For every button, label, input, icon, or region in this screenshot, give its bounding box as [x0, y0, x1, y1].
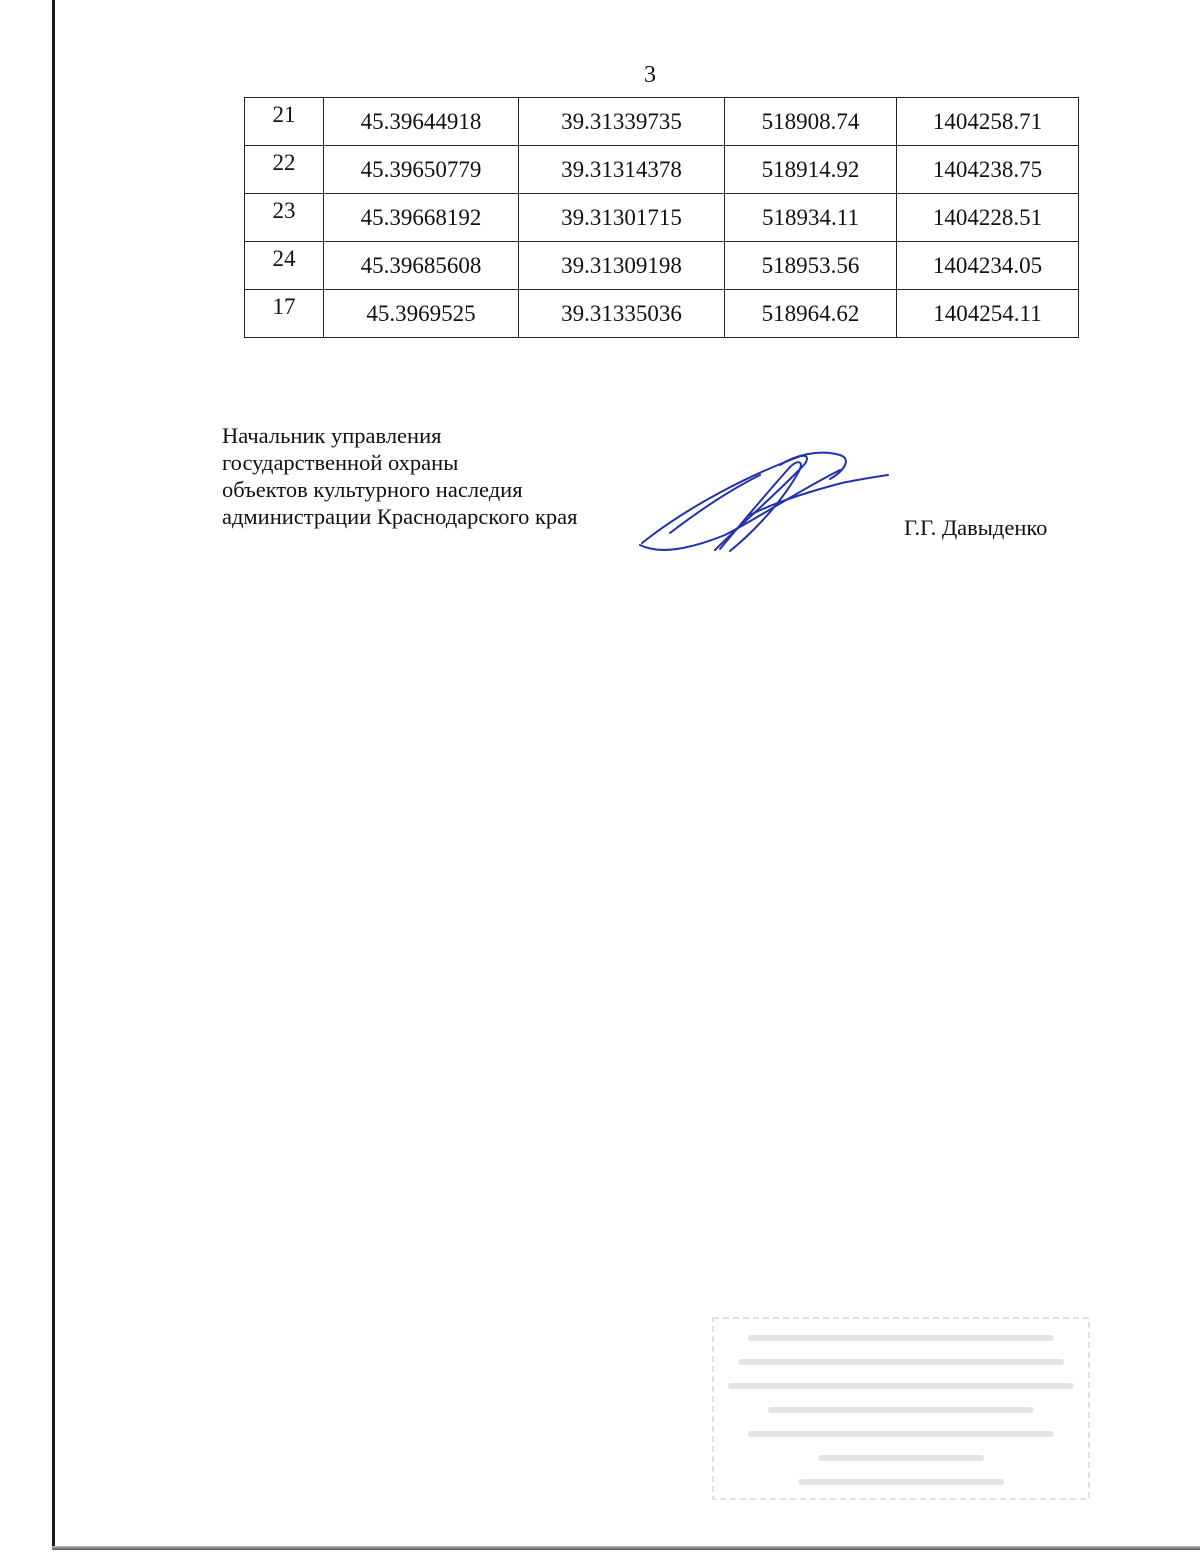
x-coordinate-cell: 518953.56 — [725, 242, 897, 290]
table-row — [245, 98, 1079, 146]
x-coordinate-cell: 518934.11 — [725, 194, 897, 242]
longitude-cell: 39.31301715 — [519, 194, 725, 242]
y-coordinate-cell: 1404258.71 — [897, 98, 1079, 146]
coordinates-table — [244, 97, 1079, 338]
table-row — [245, 194, 1079, 242]
table-row — [245, 146, 1079, 194]
position-line: государственной охраны — [222, 450, 459, 475]
longitude-cell: 39.31335036 — [519, 290, 725, 338]
y-coordinate-cell: 1404254.11 — [897, 290, 1079, 338]
x-coordinate-cell: 518964.62 — [725, 290, 897, 338]
point-number-cell: 23 — [245, 194, 324, 242]
page-left-edge — [52, 0, 55, 1550]
position-line: администрации Краснодарского края — [222, 504, 578, 529]
longitude-cell: 39.31339735 — [519, 98, 725, 146]
page-bottom-edge — [52, 1546, 1200, 1550]
point-number-cell: 17 — [245, 290, 324, 338]
y-coordinate-cell: 1404234.05 — [897, 242, 1079, 290]
signatory-position — [222, 422, 578, 530]
signatory-name: Г.Г. Давыденко — [904, 515, 1048, 540]
latitude-cell: 45.3969525 — [324, 290, 519, 338]
faded-stamp-icon — [711, 1316, 1091, 1501]
x-coordinate-cell: 518914.92 — [725, 146, 897, 194]
handwritten-signature-icon — [630, 445, 900, 565]
y-coordinate-cell: 1404238.75 — [897, 146, 1079, 194]
page-number: 3 — [644, 62, 656, 88]
x-coordinate-cell: 518908.74 — [725, 98, 897, 146]
y-coordinate-cell: 1404228.51 — [897, 194, 1079, 242]
point-number-cell: 22 — [245, 146, 324, 194]
latitude-cell: 45.39644918 — [324, 98, 519, 146]
table-row — [245, 290, 1079, 338]
position-line: Начальник управления — [222, 423, 442, 448]
latitude-cell: 45.39650779 — [324, 146, 519, 194]
latitude-cell: 45.39668192 — [324, 194, 519, 242]
point-number-cell: 21 — [245, 98, 324, 146]
longitude-cell: 39.31309198 — [519, 242, 725, 290]
longitude-cell: 39.31314378 — [519, 146, 725, 194]
point-number-cell: 24 — [245, 242, 324, 290]
table-row — [245, 242, 1079, 290]
latitude-cell: 45.39685608 — [324, 242, 519, 290]
position-line: объектов культурного наследия — [222, 477, 523, 502]
